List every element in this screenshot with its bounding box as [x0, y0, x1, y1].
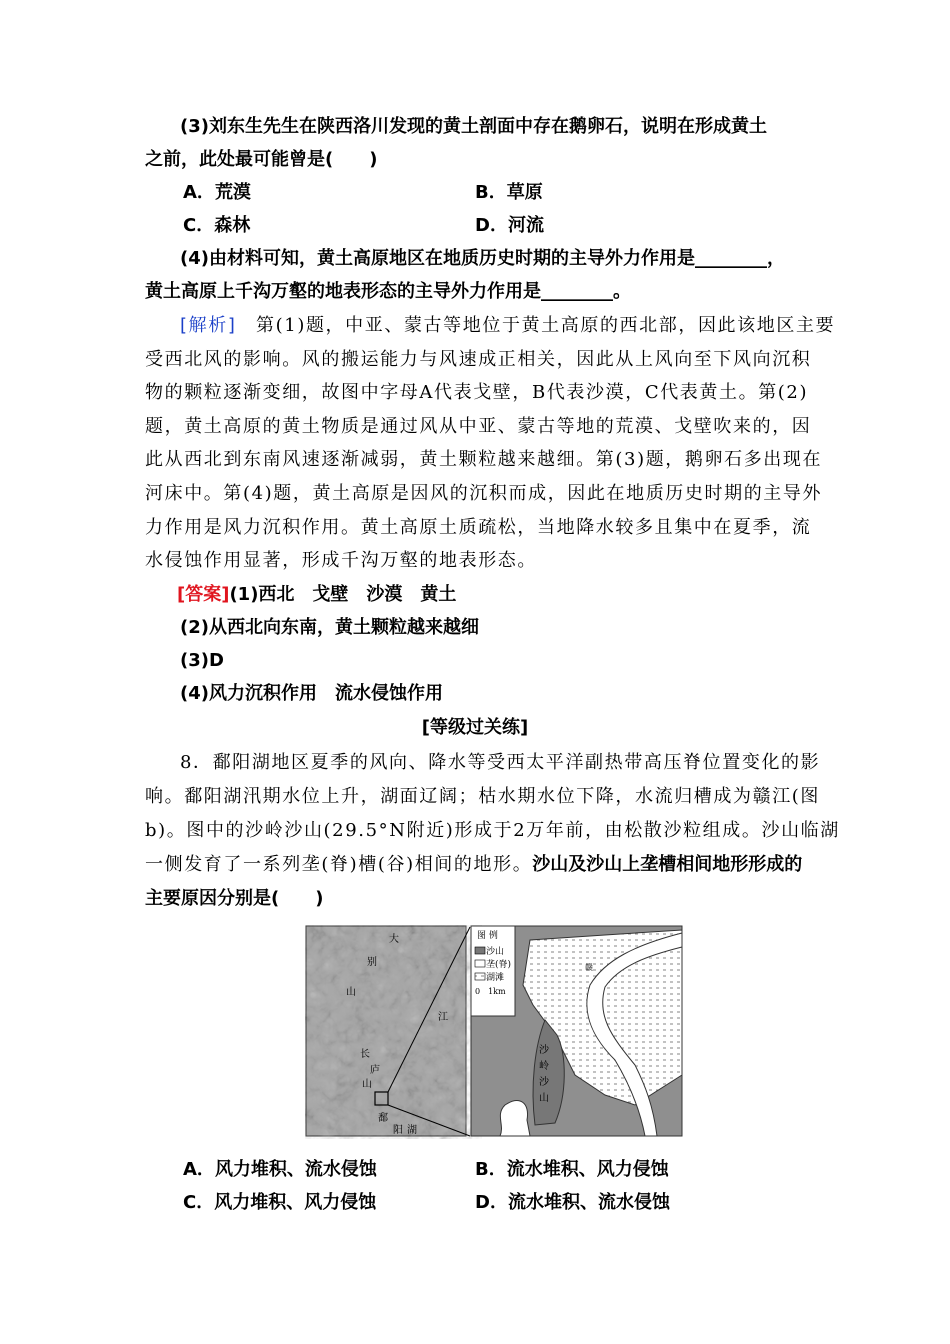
q4-stem-line1: (4)由材料可知，黄土高原地区在地质历史时期的主导外力作用是________，	[180, 248, 785, 269]
svg-text:鄱: 鄱	[378, 1113, 388, 1124]
svg-text:沙: 沙	[539, 1045, 549, 1056]
svg-text:湖滩: 湖滩	[486, 973, 505, 983]
svg-text:岭: 岭	[539, 1061, 549, 1072]
answer-tag: [答案]	[177, 584, 230, 605]
analysis-line: 水侵蚀作用显著，形成千沟万壑的地表形态。	[145, 550, 537, 571]
q8-stem-line: 主要原因分别是( )	[145, 888, 324, 909]
svg-text:阳: 阳	[393, 1125, 403, 1136]
answer-line: (2)从西北向东南，黄土颗粒越来越细	[180, 617, 479, 638]
q3-stem-line1: (3)刘东生先生在陕西洛川发现的黄土剖面中存在鹅卵石，说明在形成黄土	[180, 116, 767, 137]
svg-text:垄(脊): 垄(脊)	[486, 960, 512, 970]
svg-text:图 例: 图 例	[477, 931, 498, 941]
svg-text:湖: 湖	[407, 1125, 417, 1136]
q4-stem-line2: 黄土高原上千沟万壑的地表形态的主导外力作用是________。	[145, 281, 631, 302]
q8-option-b: B．流水堆积、风力侵蚀	[475, 1159, 669, 1180]
q8-stem-line: 8．鄱阳湖地区夏季的风向、降水等受西太平洋副热带高压脊位置变化的影	[180, 752, 821, 773]
analysis-line: 此从西北到东南风速逐渐减弱，黄土颗粒越来越细。第(3)题，鹅卵石多出现在	[145, 449, 823, 470]
analysis-tag: [解析]	[180, 315, 237, 336]
answer-line: (3)D	[180, 650, 224, 671]
q8-stem-line: 一侧发育了一系列垄(脊)槽(谷)相间的地形。沙山及沙山上垄槽相间地形形成的	[145, 854, 803, 875]
svg-text:0 1km: 0 1km	[475, 987, 506, 996]
analysis-line: 受西北风的影响。风的搬运能力与风速成正相关，因此从上风向至下风向沉积	[145, 349, 812, 370]
analysis-line: 题，黄土高原的黄土物质是通过风从中亚、蒙古等地的荒漠、戈壁吹来的，因	[145, 416, 812, 437]
q3-option-c: C．森林	[183, 215, 251, 236]
q8-option-c: C．风力堆积、风力侵蚀	[183, 1192, 377, 1213]
answer-line: (4)风力沉积作用 流水侵蚀作用	[180, 683, 443, 704]
svg-text:沙: 沙	[539, 1077, 549, 1088]
q8-stem-line: 响。鄱阳湖汛期水位上升，湖面辽阔；枯水期水位下降，水流归槽成为赣江(图	[145, 786, 821, 807]
svg-text:山: 山	[362, 1079, 372, 1090]
svg-text:长: 长	[360, 1049, 370, 1060]
q8-option-d: D．流水堆积、流水侵蚀	[475, 1192, 670, 1213]
svg-text:庐: 庐	[370, 1065, 380, 1076]
q3-option-d: D．河流	[475, 215, 544, 236]
answer-line: [答案](1)西北 戈壁 沙漠 黄土	[177, 584, 457, 605]
q3-option-a: A．荒漠	[183, 182, 251, 203]
analysis-line: 力作用是风力沉积作用。黄土高原土质疏松，当地降水较多且集中在夏季，流	[145, 517, 812, 538]
map-label: 大	[389, 934, 399, 945]
analysis-line: 河床中。第(4)题，黄土高原是因风的沉积而成，因此在地质历史时期的主导外	[145, 483, 823, 504]
analysis-line: [解析] 第(1)题，中亚、蒙古等地位于黄土高原的西北部，因此该地区主要	[180, 315, 836, 336]
q3-stem-line2: 之前，此处最可能曾是( )	[145, 149, 378, 170]
svg-text:赣: 赣	[585, 963, 593, 972]
section-title: [等级过关练]	[421, 717, 529, 738]
svg-text:江: 江	[438, 1012, 448, 1023]
svg-text:山: 山	[539, 1093, 549, 1104]
svg-text:别: 别	[367, 957, 377, 968]
poyang-lake-map	[305, 925, 685, 1139]
q8-stem-line: b)。图中的沙岭沙山(29.5°N附近)形成于2万年前，由松散沙粒组成。沙山临湖	[145, 820, 840, 841]
svg-text:沙山: 沙山	[486, 947, 505, 957]
svg-text:山: 山	[346, 987, 356, 998]
q3-option-b: B．草原	[475, 182, 543, 203]
q8-option-a: A．风力堆积、流水侵蚀	[183, 1159, 377, 1180]
analysis-line: 物的颗粒逐渐变细，故图中字母A代表戈壁，B代表沙漠，C代表黄土。第(2)	[145, 382, 809, 403]
